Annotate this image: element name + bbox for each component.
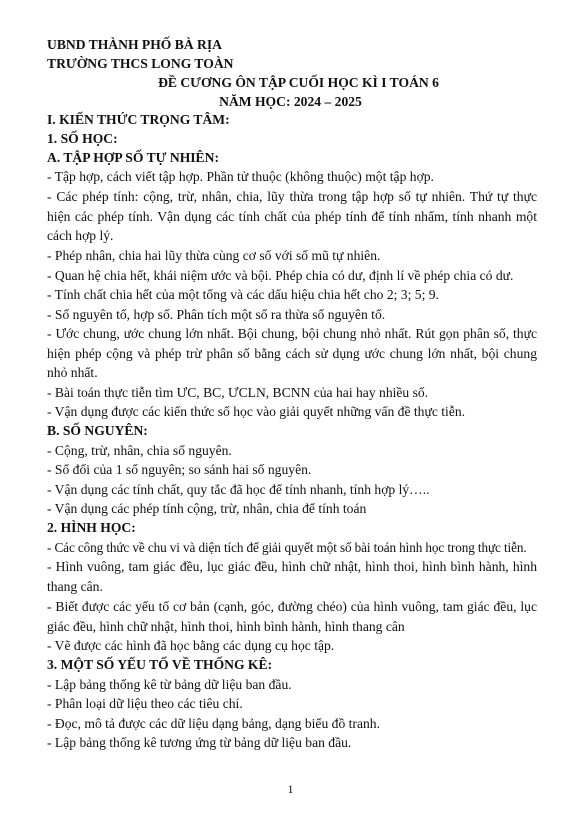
list-item: - Phép nhân, chia hai lũy thừa cùng cơ số với số mũ tự nhiên. [47, 248, 381, 263]
list-item: - Cộng, trừ, nhân, chia số nguyên. [47, 443, 232, 458]
list-item: - Tập hợp, cách viết tập hợp. Phần tử thuộc (không thuộc) một tập hợp. [47, 169, 434, 184]
subsection-heading: 1. SỐ HỌC: [47, 131, 118, 146]
list-item: - Vẽ được các hình đã học bằng các dụng cụ học tập. [47, 638, 335, 653]
list-item: - Số nguyên tố, hợp số. Phân tích một số ra thừa số nguyên tố. [47, 307, 386, 322]
subsection-heading: 2. HÌNH HỌC: [47, 520, 136, 535]
list-item: - Lập bảng thống kê từ bảng dữ liệu ban đầu. [47, 677, 292, 692]
list-item: - Các phép tính: cộng, trừ, nhân, chia, lũy thừa trong tập hợp số tự nhiên. Thứ tự thực hiện các phép tính. Vận dụng các tính chất của phép tính để tính nhẩm, tính nhanh một cách hợp lý. [47, 189, 537, 244]
list-item: - Số đối của 1 số nguyên; so sánh hai số nguyên. [47, 462, 312, 477]
school-year: NĂM HỌC: 2024 – 2025 [219, 94, 362, 109]
list-item: - Bài toán thực tiễn tìm ƯC, BC, ƯCLN, BCNN của hai hay nhiều số. [47, 385, 429, 400]
subsection-heading: A. TẬP HỢP SỐ TỰ NHIÊN: [47, 150, 219, 165]
list-item: - Lập bảng thống kê tương ứng từ bảng dữ liệu ban đầu. [47, 735, 352, 750]
list-item: - Vận dụng được các kiến thức số học vào giải quyết những vấn đề thực tiễn. [47, 404, 466, 419]
list-item: - Quan hệ chia hết, khái niệm ước và bội. Phép chia có dư, định lí về phép chia có dư. [47, 268, 514, 283]
list-item: - Đọc, mô tả được các dữ liệu dạng bảng, dạng biểu đồ tranh. [47, 716, 380, 731]
school-name: TRƯỜNG THCS LONG TOÀN [47, 56, 234, 71]
list-item: - Biết được các yếu tố cơ bản (cạnh, góc, đường chéo) của hình vuông, tam giác đều, lục giác đều, hình chữ nhật, hình thoi, hình bình hành, hình thang cân [47, 599, 537, 634]
list-item: - Ước chung, ước chung lớn nhất. Bội chung, bội chung nhỏ nhất. Rút gọn phân số, thực hiện phép cộng và phép trừ phân số bằng cách sử dụng ước chung lớn nhất, bội chung nhỏ nhất. [47, 326, 537, 381]
list-item: - Phân loại dữ liệu theo các tiêu chí. [47, 696, 243, 711]
list-item: - Các công thức về chu vi và diện tích để giải quyết một số bài toán hình học trong thực tiễn. [47, 540, 527, 555]
list-item: - Tính chất chia hết của một tổng và các dấu hiệu chia hết cho 2; 3; 5; 9. [47, 287, 439, 302]
page-number: 1 [287, 782, 294, 796]
subsection-heading: B. SỐ NGUYÊN: [47, 423, 148, 438]
subsection-heading: 3. MỘT SỐ YẾU TỐ VỀ THỐNG KÊ: [47, 657, 273, 672]
org-name: UBND THÀNH PHỐ BÀ RỊA [47, 37, 222, 52]
list-item: - Vận dụng các tính chất, quy tắc đã học để tính nhanh, tính hợp lý….. [47, 482, 430, 497]
list-item: - Vận dụng các phép tính cộng, trừ, nhân, chia để tính toán [47, 501, 367, 516]
list-item: - Hình vuông, tam giác đều, lục giác đều, hình chữ nhật, hình thoi, hình bình hành, hình thang cân. [47, 559, 537, 594]
document-title: ĐỀ CƯƠNG ÔN TẬP CUỐI HỌC KÌ I TOÁN 6 [158, 75, 439, 90]
section-heading: I. KIẾN THỨC TRỌNG TÂM: [47, 112, 230, 127]
